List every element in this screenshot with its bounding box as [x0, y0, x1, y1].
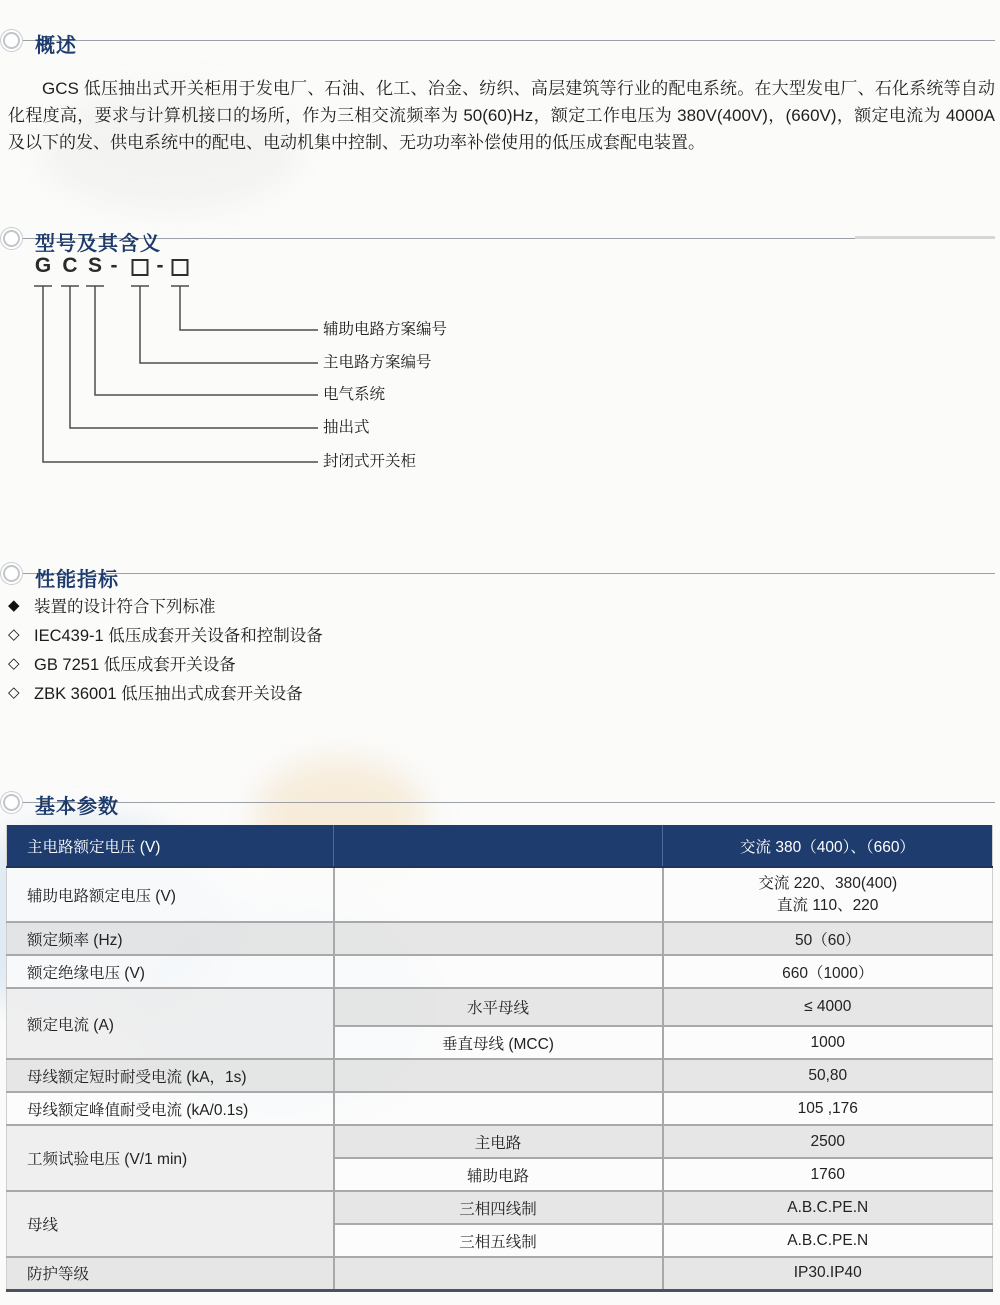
list-item [8, 648, 323, 677]
list-item-text: GB 7251 低压成套开关设备 [34, 655, 236, 674]
list-item [8, 677, 323, 706]
scan-artifact [855, 236, 995, 239]
header-mid-cell [334, 825, 663, 867]
parameters-section-title: 基本参数 [35, 795, 119, 818]
table-header-row [7, 825, 993, 867]
row-value-cell: 2500 [663, 1125, 993, 1158]
label-drawout: 抽出式 [323, 419, 370, 436]
code-letter-c: C [62, 254, 78, 277]
label-main-scheme: 主电路方案编号 [323, 354, 432, 371]
row-label-cell: 工频试验电压 (V/1 min) [7, 1125, 334, 1191]
code-letter-s: S [87, 254, 103, 277]
diamond-bullet-icon: ◇ [8, 683, 20, 701]
row-mid-cell: 三相四线制 [334, 1191, 663, 1224]
label-electrical-system: 电气系统 [323, 386, 386, 403]
row-value-cell: 1000 [663, 1026, 993, 1059]
section-divider [14, 802, 995, 803]
row-label-cell: 母线额定峰值耐受电流 (kA/0.1s) [7, 1092, 334, 1125]
row-value-cell: ≤ 4000 [663, 988, 993, 1026]
label-enclosed: 封闭式开关柜 [323, 453, 417, 470]
row-label-cell: 防护等级 [7, 1257, 334, 1290]
table-row [7, 988, 993, 1026]
row-value-cell: A.B.C.PE.N [663, 1191, 993, 1224]
diagram-connector-lines [0, 252, 1000, 484]
row-label-cell: 母线额定短时耐受电流 (kA，1s) [7, 1059, 334, 1092]
list-item [8, 590, 323, 619]
header-value-cell: 交流 380（400）、（660） [663, 825, 993, 867]
table-row [7, 955, 993, 988]
diamond-bullet-icon: ◆ [8, 596, 20, 614]
diamond-bullet-icon: ◇ [8, 625, 20, 643]
row-value-cell: 50,80 [663, 1059, 993, 1092]
section-divider [14, 238, 995, 239]
table-row [7, 1059, 993, 1092]
parameters-table [6, 825, 993, 1292]
value-line: 直流 110、220 [777, 896, 879, 914]
row-mid-cell: 辅助电路 [334, 1158, 663, 1191]
row-value-cell: 1760 [663, 1158, 993, 1191]
row-label-cell: 额定频率 (Hz) [7, 922, 334, 955]
code-letter-g: G [34, 254, 52, 277]
ring-ornament-icon [3, 565, 20, 582]
row-value-cell [663, 867, 993, 922]
ring-ornament-icon [3, 230, 20, 247]
row-mid-cell: 垂直母线 (MCC) [334, 1026, 663, 1059]
overview-section-title: 概述 [35, 34, 77, 57]
list-item-text: 装置的设计符合下列标准 [34, 597, 216, 616]
list-item [8, 619, 323, 648]
value-line: 交流 220、380(400) [758, 874, 898, 892]
row-value-cell: A.B.C.PE.N [663, 1224, 993, 1257]
label-aux-scheme: 辅助电路方案编号 [323, 321, 448, 338]
table-row [7, 1092, 993, 1125]
table-row [7, 867, 993, 922]
table-row [7, 1191, 993, 1224]
code-separator: - [110, 254, 118, 277]
diamond-bullet-icon: ◇ [8, 654, 20, 672]
row-value-cell: IP30.IP40 [663, 1257, 993, 1290]
row-label-cell: 辅助电路额定电压 (V) [7, 867, 334, 922]
ring-ornament-icon [3, 32, 20, 49]
row-value-cell: 105 ,176 [663, 1092, 993, 1125]
model-section-title: 型号及其含义 [35, 232, 161, 255]
header-label-cell: 主电路额定电压 (V) [7, 825, 334, 867]
performance-list [8, 590, 323, 706]
row-label-cell: 额定绝缘电压 (V) [7, 955, 334, 988]
row-label-cell: 额定电流 (A) [7, 988, 334, 1059]
code-separator: - [156, 254, 164, 277]
row-label-cell: 母线 [7, 1191, 334, 1257]
section-divider [14, 40, 995, 41]
row-value-cell: 660（1000） [663, 955, 993, 988]
list-item-text: ZBK 36001 低压抽出式成套开关设备 [34, 684, 303, 703]
model-code-diagram [0, 252, 1000, 484]
list-item-text: IEC439-1 低压成套开关设备和控制设备 [34, 626, 323, 645]
table-row [7, 922, 993, 955]
ring-ornament-icon [3, 794, 20, 811]
row-mid-cell: 主电路 [334, 1125, 663, 1158]
row-mid-cell: 三相五线制 [334, 1224, 663, 1257]
table-row [7, 1257, 993, 1290]
performance-section-title: 性能指标 [35, 568, 119, 591]
table-row [7, 1125, 993, 1158]
row-mid-cell: 水平母线 [334, 988, 663, 1026]
overview-paragraph: GCS 低压抽出式开关柜用于发电厂、石油、化工、冶金、纺织、高层建筑等行业的配电系统。在大型发电厂、石化系统等自动化程度高，要求与计算机接口的场所，作为三相交流频率为 50(60)Hz，额定工作电压为 380V(400V)，(660V)，额定电流为 4000A 及以下的发、供电系统中的配电、电动机集中控制、无功功率补偿使用的低压成套配电装置。 [8, 79, 995, 152]
section-divider [14, 573, 995, 574]
row-value-cell: 50（60） [663, 922, 993, 955]
